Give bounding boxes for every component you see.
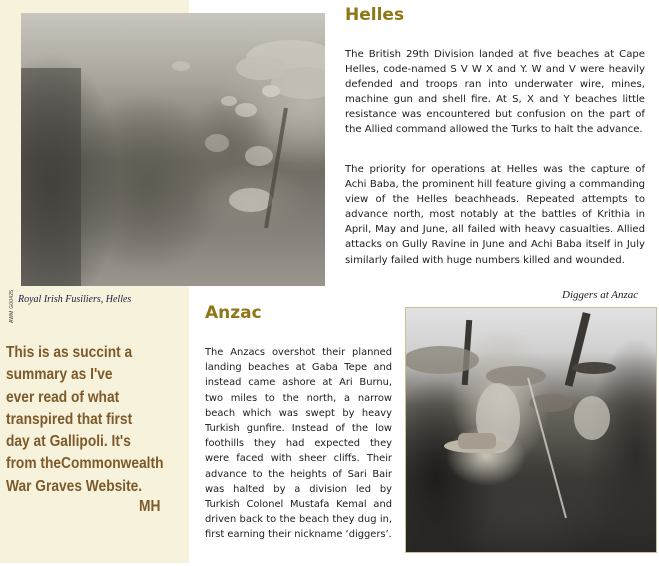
helles-photo-art (21, 13, 325, 286)
archive-code: AWM G00425 (9, 289, 15, 323)
anzac-photo-caption: Diggers at Anzac (562, 289, 639, 301)
anzac-heading: Anzac (205, 303, 262, 323)
helles-photo (21, 13, 325, 286)
commentary-note: This is as succint a summary as I've ever read of what transpired that first day at Gallipoli. It's from theCommonwealth War Graves Website. (6, 344, 164, 495)
helles-heading: Helles (345, 5, 405, 25)
note-signature: MH (139, 498, 161, 515)
helles-photo-caption: Royal Irish Fusiliers, Helles (18, 294, 132, 305)
anzac-photo (405, 307, 657, 553)
anzac-paragraph-1: The Anzacs overshot their planned landing beaches at Gaba Tepe and instead came ashore at Ari Burnu, two miles to the north, a narrow beach which was swept by heavy Turkish gunfire. Instead of the low foothills they had expected they were faced with sheer cliffs. Their advance to the heights of Sari Bair was halted by a division led by Turkish Colonel Mustafa Kemal and driven back to the beach they dug in, first earning their nickname ‘diggers’. (205, 347, 392, 541)
helles-paragraph-1: The British 29th Division landed at five beaches at Cape Helles, code-named S V W X and Y. W and V were heavily defended and troops ran into underwater wire, mines, machine gun and shell fire. At S, X and Y beaches little resistance was encountered but confusion on the part of the Allied command allowed the Turks to halt the advance. (345, 49, 645, 136)
archive-code-wrap (9, 285, 17, 325)
anzac-photo-art (406, 308, 656, 552)
helles-paragraph-2: The priority for operations at Helles was the capture of Achi Baba, the prominent hill feature giving a commanding view of the Helles beachheads. Repeated attempts to advance north, most notably at the battles of Krithia in April, May and June, all failed with heavy casualties. Allied attacks on Gully Ravine in June and Achi Baba itself in July similarly failed with huge numbers killed and wounded. (345, 164, 645, 266)
